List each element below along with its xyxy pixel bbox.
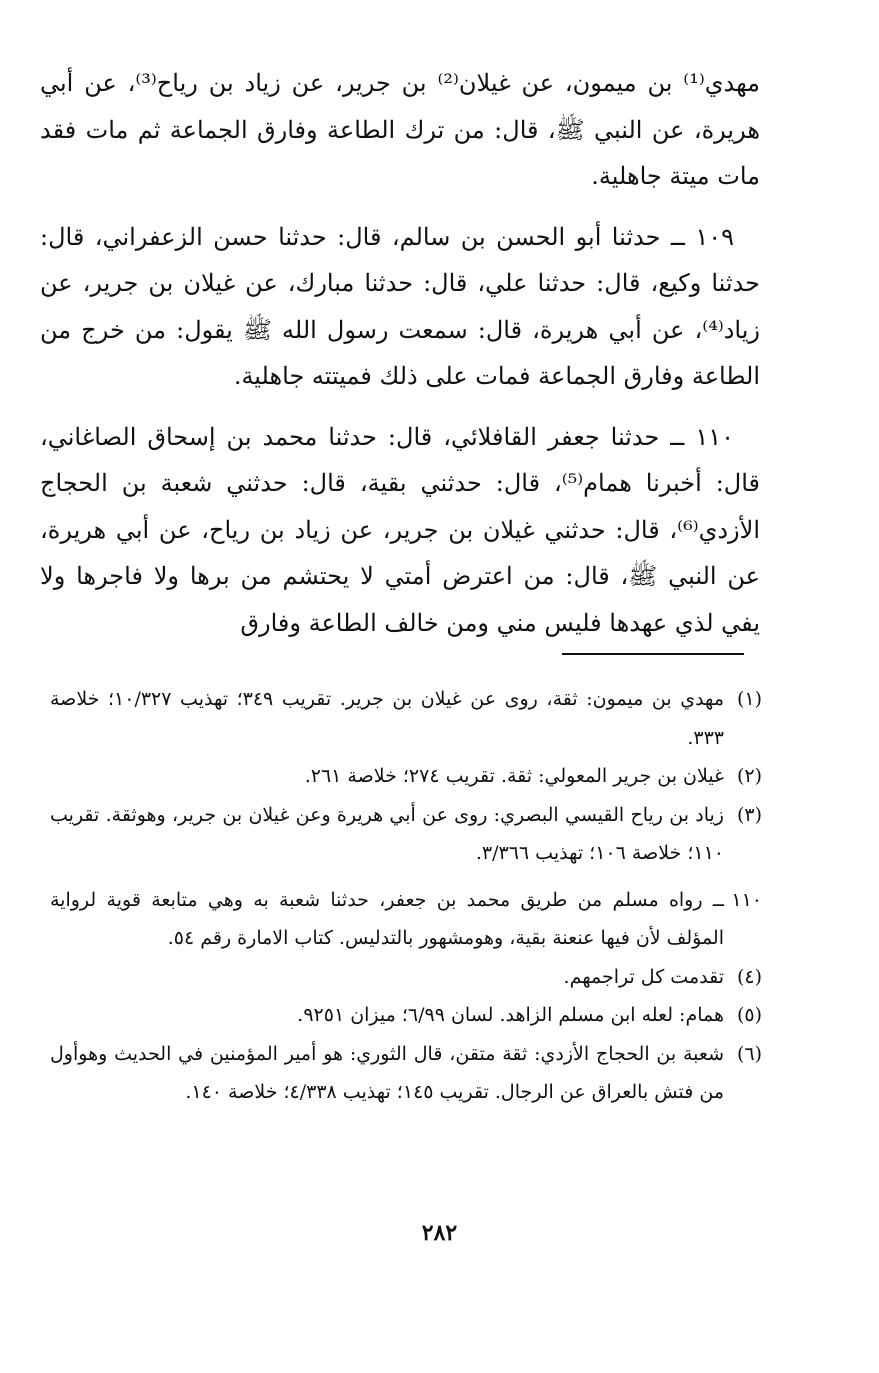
footnote-text: همام: لعله ابن مسلم الزاهد. لسان ٦/٩٩؛ ميزان ٩٢٥١.: [297, 1004, 724, 1026]
footnote-3: [50, 796, 762, 873]
footnote-text: تقدمت كل تراجمهم.: [563, 965, 724, 988]
footnote-110: [50, 881, 762, 958]
footnote-text: ــ رواه مسلم من طريق محمد بن جعفر، حدثنا شعبة به وهي متابعة قوية لرواية المؤلف لأن فيها عنعنة بقية، وهومشهور بالتدليس. كتاب الامارة رقم ٥٤.: [50, 888, 724, 949]
footnote-1: [50, 680, 762, 757]
page-number: ٢٨٢: [421, 1220, 458, 1246]
footnote-divider: [562, 653, 744, 655]
footnote-number: ١١٠: [731, 888, 762, 911]
hadith-110-text: ١١٠ ــ حدثنا جعفر القافلائي، قال: حدثنا محمد بن إسحاق الصاغاني، قال: أخبرنا همام⁽⁵⁾، قال: حدثني بقية، قال: حدثني شعبة بن الحجاج الأزدي⁽⁶⁾، قال: حدثني غيلان بن جرير، عن زياد بن رياح، عن أبي هريرة، عن النبي ﷺ، قال: من اعترض أمتي لا يحتشم من برها ولا فاجرها ولا يفي لذي عهدها فليس مني ومن خالف الطاعة وفارق: [40, 422, 760, 637]
footnote-2: [50, 757, 762, 796]
footnote-number: (٥): [736, 1004, 762, 1026]
footnote-text: غيلان بن جرير المعولي: ثقة. تقريب ٢٧٤؛ خلاصة ٢٦١.: [304, 765, 724, 787]
main-text: [40, 60, 760, 646]
hadith-109-text: ١٠٩ ــ حدثنا أبو الحسن بن سالم، قال: حدثنا حسن الزعفراني، قال: حدثنا وكيع، قال: حدثنا علي، قال: حدثنا مبارك، عن غيلان بن جرير، عن زياد⁽⁴⁾، عن أبي هريرة، قال: سمعت رسول الله ﷺ يقول: من خرج من الطاعة وفارق الجماعة فمات على ذلك فميتته جاهلية.: [40, 222, 760, 390]
footnote-number: (٦): [736, 1042, 762, 1065]
footnote-number: (٢): [736, 765, 762, 787]
footnote-text: زياد بن رياح القيسي البصري: روى عن أبي هريرة وعن غيلان بن جرير، وهوثقة. تقريب ١١٠؛ خلاصة ١٠٦؛ تهذيب ٣/٣٦٦.: [50, 803, 724, 864]
footnote-6: [50, 1035, 762, 1112]
footnote-number: (١): [736, 688, 762, 710]
footnote-number: (٣): [736, 803, 762, 826]
hadith-109: [40, 214, 760, 400]
footnote-text: شعبة بن الحجاج الأزدي: ثقة متقن، قال الثوري: هو أمير المؤمنين في الحديث وهوأول من فتش بالعراق عن الرجال. تقريب ١٤٥؛ تهذيب ٤/٣٣٨؛ خلاصة ١٤٠.: [50, 1042, 724, 1103]
hadith-110: [40, 414, 760, 647]
footnote-number: (٤): [736, 965, 762, 988]
footnote-text: مهدي بن ميمون: ثقة، روى عن غيلان بن جرير. تقريب ٣٤٩؛ تهذيب ١٠/٣٢٧؛ خلاصة ٣٣٣.: [50, 688, 724, 749]
paragraph-continuation: مهدي⁽¹⁾ بن ميمون، عن غيلان⁽²⁾ بن جرير، عن زياد بن رياح⁽³⁾، عن أبي هريرة، عن النبي ﷺ، قال: من ترك الطاعة وفارق الجماعة ثم مات فقد مات ميتة جاهلية.: [40, 69, 761, 190]
footnote-5: [50, 996, 762, 1035]
footnotes: [50, 680, 762, 1112]
footnote-4: [50, 958, 762, 997]
